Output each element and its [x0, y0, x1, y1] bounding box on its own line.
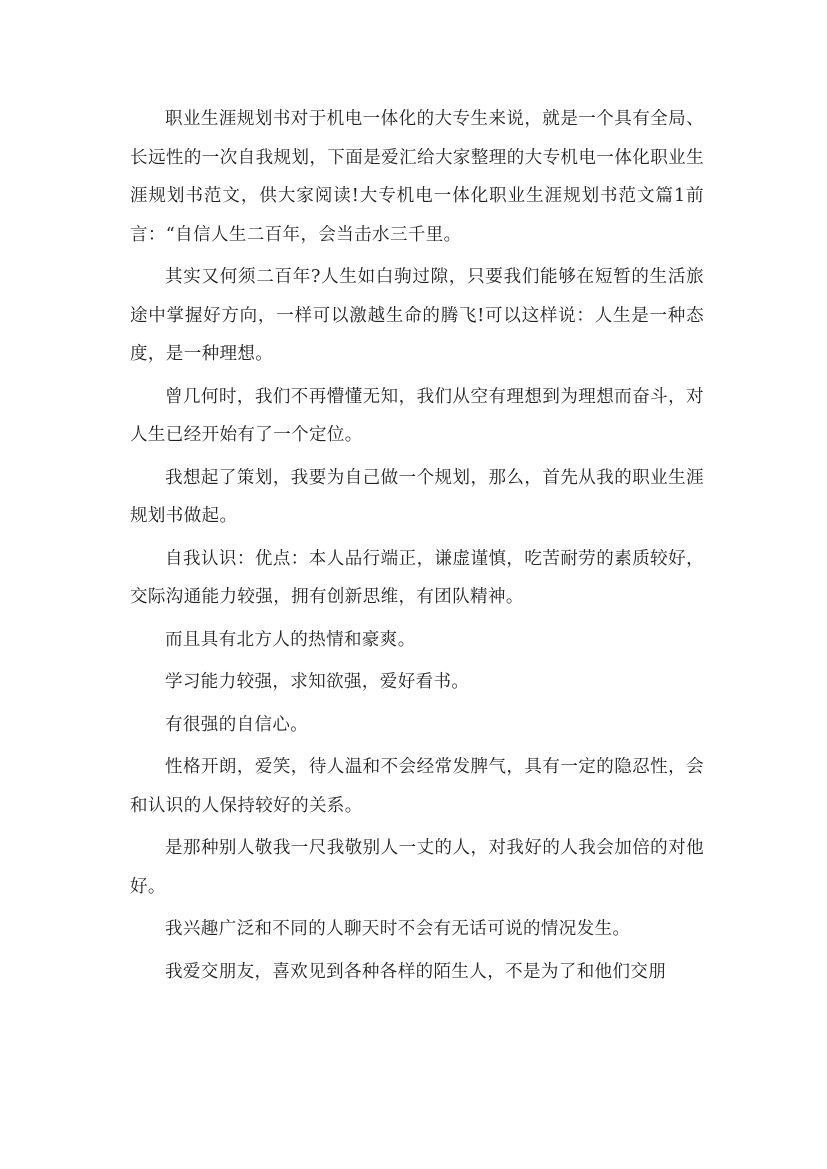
document-body: [130, 100, 704, 995]
paragraph-4: 我想起了策划，我要为自己做一个规划，那么，首先从我的职业生涯规划书做起。: [130, 467, 704, 526]
paragraph-1: 职业生涯规划书对于机电一体化的大专生来说，就是一个具有全局、长远性的一次自我规划，下面是爱汇给大家整理的大专机电一体化职业生涯规划书范文，供大家阅读!大专机电一体化职业生涯规划书范文篇1前言：“自信人生二百年，会当击水三千里。: [130, 109, 704, 245]
paragraph-5: 自我认识：优点：本人品行端正，谦虚谨慎，吃苦耐劳的素质较好，交际沟通能力较强，拥有创新思维，有团队精神。: [130, 548, 704, 607]
paragraph-2: 其实又何须二百年?人生如白驹过隙，只要我们能够在短暂的生活旅途中掌握好方向，一样可以激越生命的腾飞!可以这样说：人生是一种态度，是一种理想。: [130, 267, 704, 364]
paragraph-10: 是那种别人敬我一尺我敬别人一丈的人，对我好的人我会加倍的对他好。: [130, 838, 704, 897]
paragraph-8: 有很强的自信心。: [165, 714, 309, 735]
paragraph-12: 我爱交朋友，喜欢见到各种各样的陌生人，不是为了和他们交朋: [165, 961, 667, 982]
paragraph-9: 性格开朗，爱笑，待人温和不会经常发脾气，具有一定的隐忍性，会和认识的人保持较好的关系。: [130, 757, 704, 816]
paragraph-3: 曾几何时，我们不再懵懂无知，我们从空有理想到为理想而奋斗，对人生已经开始有了一个定位。: [130, 386, 704, 445]
paragraph-7: 学习能力较强，求知欲强，爱好看书。: [165, 672, 470, 692]
paragraph-11: 我兴趣广泛和不同的人聊天时不会有无话可说的情况发生。: [165, 919, 631, 939]
paragraph-6: 而且具有北方人的热情和豪爽。: [165, 629, 416, 650]
